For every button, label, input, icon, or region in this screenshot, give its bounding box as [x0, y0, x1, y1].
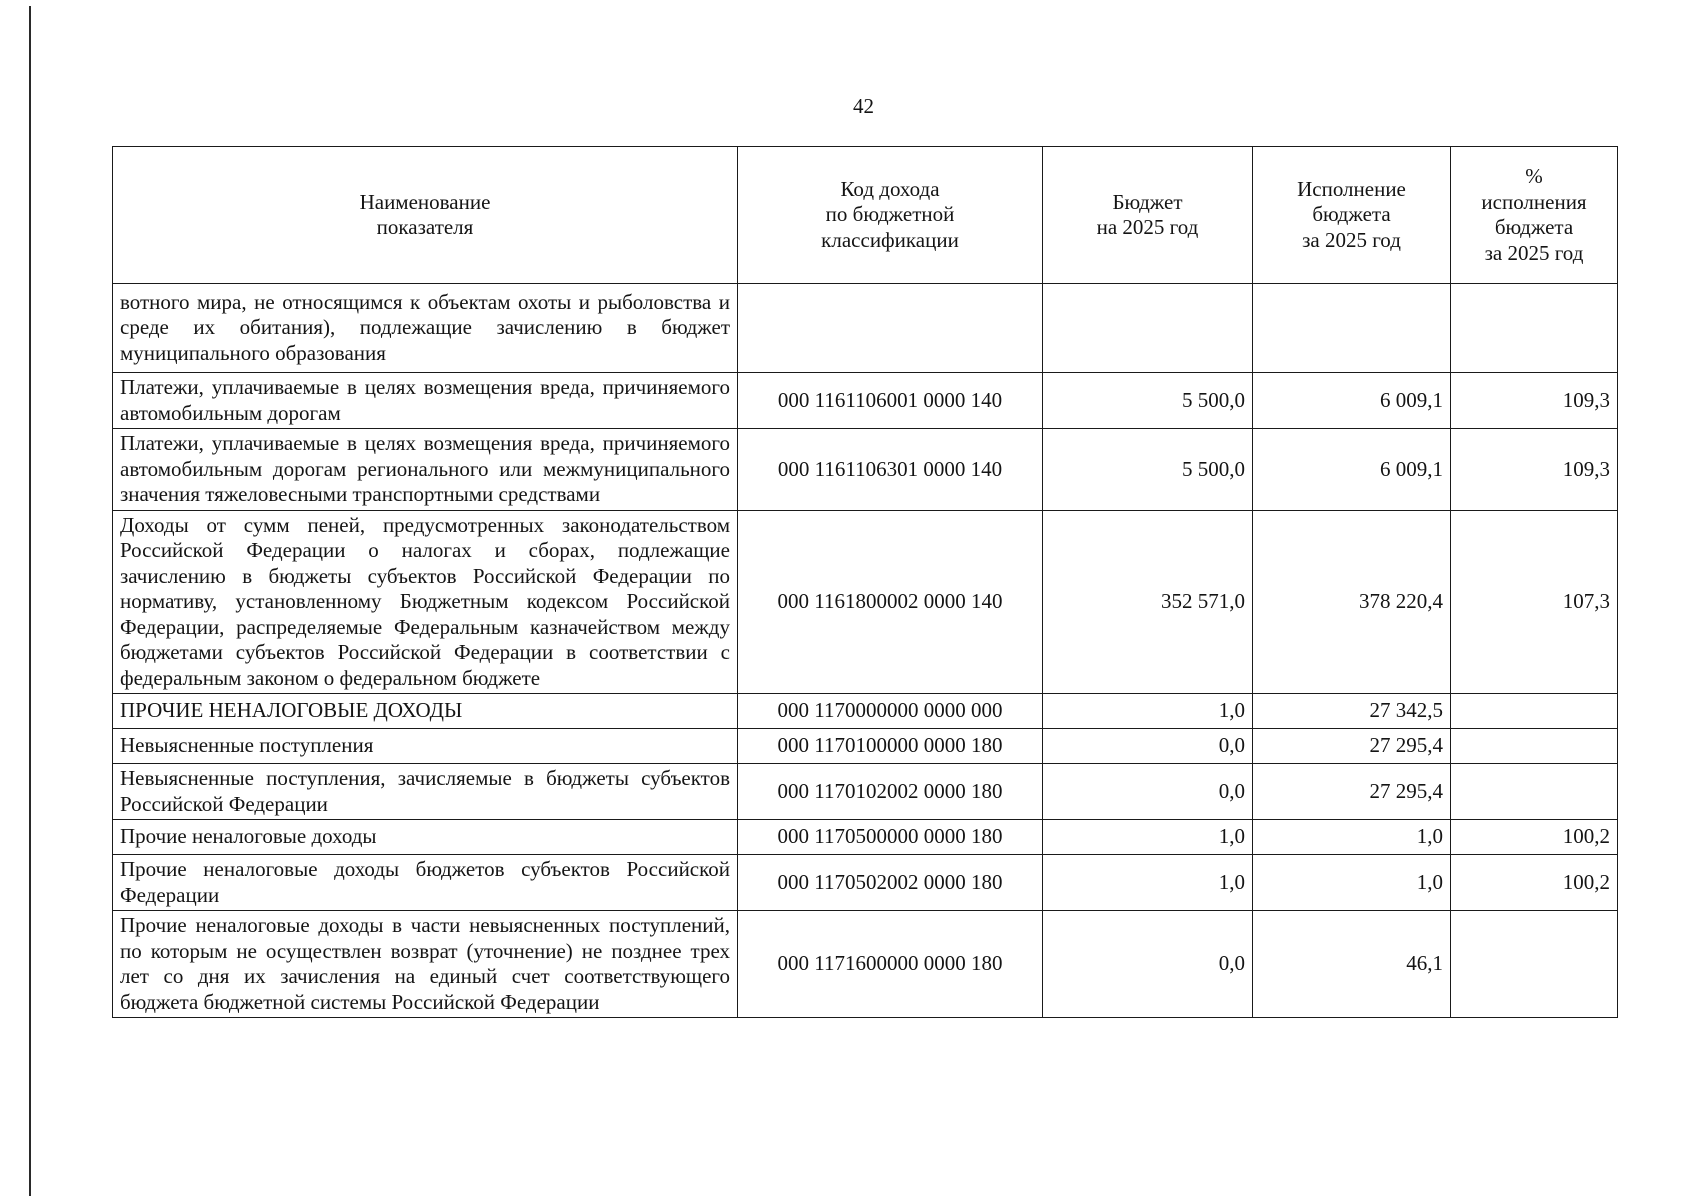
header-execution: Исполнение бюджета за 2025 год [1253, 147, 1451, 284]
row-name: Невыясненные поступления [113, 729, 738, 764]
table-row [113, 764, 1618, 820]
row-execution [1253, 284, 1451, 373]
binding-margin-line [29, 6, 31, 1196]
table-row [113, 284, 1618, 373]
header-code: Код дохода по бюджетной классификации [738, 147, 1043, 284]
row-execution: 27 295,4 [1253, 729, 1451, 764]
row-budget: 1,0 [1043, 855, 1253, 911]
row-execution: 6 009,1 [1253, 429, 1451, 511]
row-name: Прочие неналоговые доходы [113, 820, 738, 855]
row-name: Доходы от сумм пеней, предусмотренных законодательством Российской Федерации о налогах и сборах, подлежащие зачислению в бюджеты субъектов Российской Федерации по нормативу, установленному Бюджетным кодексом Российской Федерации, распределяемые Федеральным казначейством между бюджетами субъектов Российской Федерации в соответствии с федеральным законом о федеральном бюджете [113, 510, 738, 694]
row-percent [1451, 284, 1618, 373]
row-execution: 1,0 [1253, 820, 1451, 855]
table-row [113, 911, 1618, 1018]
row-percent: 109,3 [1451, 429, 1618, 511]
table-row [113, 855, 1618, 911]
header-percent: % исполнения бюджета за 2025 год [1451, 147, 1618, 284]
row-name: Платежи, уплачиваемые в целях возмещения вреда, причиняемого автомобильным дорогам регионального или межмуниципального значения тяжеловесными транспортными средствами [113, 429, 738, 511]
row-name: вотного мира, не относящимся к объектам охоты и рыболовства и среде их обитания), подлежащие зачислению в бюджет муниципального образования [113, 284, 738, 373]
row-code: 000 1170502002 0000 180 [738, 855, 1043, 911]
row-code: 000 1171600000 0000 180 [738, 911, 1043, 1018]
row-percent [1451, 729, 1618, 764]
row-percent: 100,2 [1451, 855, 1618, 911]
table-row [113, 729, 1618, 764]
header-name: Наименование показателя [113, 147, 738, 284]
row-code: 000 1161106301 0000 140 [738, 429, 1043, 511]
row-name: ПРОЧИЕ НЕНАЛОГОВЫЕ ДОХОДЫ [113, 694, 738, 729]
table-row [113, 820, 1618, 855]
row-execution: 6 009,1 [1253, 373, 1451, 429]
row-code: 000 1170100000 0000 180 [738, 729, 1043, 764]
row-name: Прочие неналоговые доходы в части невыясненных поступлений, по которым не осуществлен возврат (уточнение) не позднее трех лет со дня их зачисления на единый счет соответствующего бюджета бюджетной системы Российской Федерации [113, 911, 738, 1018]
row-name: Платежи, уплачиваемые в целях возмещения вреда, причиняемого автомобильным дорогам [113, 373, 738, 429]
row-budget: 352 571,0 [1043, 510, 1253, 694]
row-name: Прочие неналоговые доходы бюджетов субъектов Российской Федерации [113, 855, 738, 911]
table-row [113, 429, 1618, 511]
row-execution: 27 342,5 [1253, 694, 1451, 729]
table-row [113, 373, 1618, 429]
table-header-row [113, 147, 1618, 284]
page-number: 42 [853, 94, 874, 118]
row-execution: 27 295,4 [1253, 764, 1451, 820]
row-percent [1451, 694, 1618, 729]
row-code: 000 1161106001 0000 140 [738, 373, 1043, 429]
row-budget: 5 500,0 [1043, 429, 1253, 511]
row-budget [1043, 284, 1253, 373]
row-budget: 0,0 [1043, 729, 1253, 764]
row-execution: 1,0 [1253, 855, 1451, 911]
row-code: 000 1170500000 0000 180 [738, 820, 1043, 855]
row-budget: 0,0 [1043, 764, 1253, 820]
row-code: 000 1170102002 0000 180 [738, 764, 1043, 820]
row-percent [1451, 911, 1618, 1018]
row-code: 000 1170000000 0000 000 [738, 694, 1043, 729]
row-execution: 46,1 [1253, 911, 1451, 1018]
budget-execution-table [112, 146, 1618, 1018]
header-budget: Бюджет на 2025 год [1043, 147, 1253, 284]
row-percent: 100,2 [1451, 820, 1618, 855]
row-budget: 0,0 [1043, 911, 1253, 1018]
row-percent: 109,3 [1451, 373, 1618, 429]
row-code [738, 284, 1043, 373]
row-code: 000 1161800002 0000 140 [738, 510, 1043, 694]
row-budget: 5 500,0 [1043, 373, 1253, 429]
row-percent [1451, 764, 1618, 820]
row-percent: 107,3 [1451, 510, 1618, 694]
row-budget: 1,0 [1043, 694, 1253, 729]
row-budget: 1,0 [1043, 820, 1253, 855]
table-row [113, 510, 1618, 694]
row-execution: 378 220,4 [1253, 510, 1451, 694]
row-name: Невыясненные поступления, зачисляемые в бюджеты субъектов Российской Федерации [113, 764, 738, 820]
table-row [113, 694, 1618, 729]
